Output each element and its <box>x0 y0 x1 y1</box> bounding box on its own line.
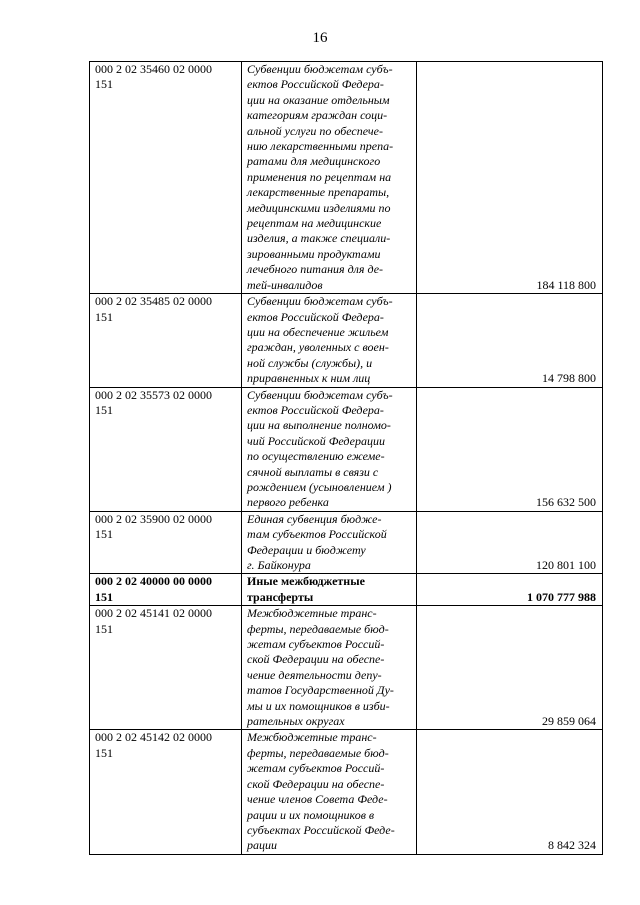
budget-code-line: 000 2 02 35900 02 0000 <box>95 511 212 526</box>
item-name-line: рации и их помощников в <box>247 807 375 822</box>
page-number: 16 <box>312 30 328 46</box>
budget-code-line: 000 2 02 35485 02 0000 <box>95 294 212 309</box>
item-name-line: ции на оказание отдельным <box>247 92 390 107</box>
budget-code-line: 151 <box>95 621 113 636</box>
amount-cell: 156 632 500 <box>417 387 603 511</box>
item-name-line: Федерации и бюджету <box>247 542 366 557</box>
item-name-line: татов Государственной Ду- <box>247 683 394 698</box>
budget-code-cell <box>90 387 242 511</box>
item-name-line: Субвенции бюджетам субъ- <box>247 62 393 76</box>
item-name-line: применения по рецептам на <box>247 169 392 184</box>
budget-code-line: 000 2 02 40000 00 0000 <box>95 574 212 589</box>
table-row <box>90 511 603 574</box>
item-name-line: категориям граждан соци- <box>247 108 388 123</box>
item-name-line: ферты, передаваемые бюд- <box>247 745 389 760</box>
item-name-line: ной службы (службы), и <box>247 355 373 370</box>
budget-code-line: 000 2 02 45142 02 0000 <box>95 730 212 745</box>
item-name-line: мы и их помощников в изби- <box>247 698 390 713</box>
item-name-line: чение деятельности депу- <box>247 667 382 682</box>
item-name-line: рецептам на медицинские <box>247 216 382 231</box>
item-name-line: ции на выполнение полномо- <box>247 418 391 433</box>
budget-code-line: 151 <box>95 77 113 92</box>
item-name-line: изделия, а также специали- <box>247 231 391 246</box>
item-name-line: Субвенции бюджетам субъ- <box>247 294 393 309</box>
item-name-cell <box>242 387 417 511</box>
budget-code-line: 000 2 02 35460 02 0000 <box>95 62 212 76</box>
item-name-line: сячной выплаты в связи с <box>247 464 379 479</box>
item-name-line: ферты, передаваемые бюд- <box>247 621 389 636</box>
amount-cell: 14 798 800 <box>417 294 603 387</box>
item-name-cell <box>242 511 417 574</box>
item-name-line: зированными продуктами <box>247 246 381 261</box>
item-name-line: ектов Российской Федера- <box>247 309 384 324</box>
budget-code-cell <box>90 574 242 606</box>
table-row <box>90 730 603 854</box>
item-name-line: по осуществлению ежеме- <box>247 449 385 464</box>
amount-cell: 120 801 100 <box>417 511 603 574</box>
item-name-line: Межбюджетные транс- <box>247 730 377 745</box>
item-name-line: лечебного питания для де- <box>247 262 384 277</box>
budget-code-line: 151 <box>95 745 113 760</box>
item-name-cell <box>242 574 417 606</box>
item-name-line: трансферты <box>247 589 314 604</box>
amount-cell: 29 859 064 <box>417 606 603 730</box>
item-name-line: альной услуги по обеспече- <box>247 123 383 138</box>
item-name-line: ратами для медицинского <box>247 154 381 169</box>
item-name-line: тей-инвалидов <box>247 277 323 292</box>
amount-cell: 184 118 800 <box>417 62 603 294</box>
item-name-line: граждан, уволенных с воен- <box>247 340 389 355</box>
amount-cell: 8 842 324 <box>417 730 603 854</box>
item-name-line: ектов Российской Федера- <box>247 77 384 92</box>
item-name-line: лекарственные препараты, <box>247 185 390 200</box>
item-name-line: первого ребенка <box>247 495 329 510</box>
item-name-line: Иные межбюджетные <box>247 574 365 589</box>
budget-code-line: 000 2 02 35573 02 0000 <box>95 387 212 402</box>
item-name-line: чий Российской Федерации <box>247 433 385 448</box>
budget-code-cell <box>90 62 242 294</box>
item-name-cell <box>242 62 417 294</box>
budget-code-line: 151 <box>95 589 113 604</box>
item-name-line: чение членов Совета Феде- <box>247 792 388 807</box>
item-name-line: там субъектов Российской <box>247 527 387 542</box>
table-row <box>90 606 603 730</box>
table-row <box>90 574 603 606</box>
budget-code-cell <box>90 730 242 854</box>
item-name-line: ции на обеспечение жильем <box>247 324 389 339</box>
budget-code-line: 151 <box>95 309 113 324</box>
table-row <box>90 387 603 511</box>
budget-code-cell <box>90 511 242 574</box>
item-name-line: рательных округах <box>247 714 345 729</box>
budget-code-line: 151 <box>95 402 113 417</box>
item-name-cell <box>242 730 417 854</box>
item-name-line: Межбюджетные транс- <box>247 606 377 621</box>
item-name-line: рождением (усыновлением ) <box>247 479 392 494</box>
item-name-cell <box>242 294 417 387</box>
budget-table <box>89 61 603 855</box>
amount-cell: 1 070 777 988 <box>417 574 603 606</box>
table-body <box>90 62 603 855</box>
budget-code-cell <box>90 294 242 387</box>
table-row <box>90 62 603 294</box>
item-name-line: г. Байконура <box>247 558 311 572</box>
item-name-line: Единая субвенция бюдже- <box>247 511 382 526</box>
item-name-line: приравненных к ним лиц <box>247 371 371 386</box>
item-name-line: ектов Российской Федера- <box>247 402 384 417</box>
item-name-cell <box>242 606 417 730</box>
item-name-line: Субвенции бюджетам субъ- <box>247 387 393 402</box>
item-name-line: жетам субъектов Россий- <box>247 637 385 652</box>
item-name-line: медицинскими изделиями по <box>247 200 391 215</box>
budget-code-line: 000 2 02 45141 02 0000 <box>95 606 212 621</box>
item-name-line: ской Федерации на обеспе- <box>247 776 385 791</box>
item-name-line: нию лекарственными препа- <box>247 139 394 154</box>
item-name-line: жетам субъектов Россий- <box>247 761 385 776</box>
table-row <box>90 294 603 387</box>
item-name-line: рации <box>247 838 277 853</box>
budget-code-cell <box>90 606 242 730</box>
budget-code-line: 151 <box>95 527 113 542</box>
item-name-line: субъектах Российской Феде- <box>247 822 395 837</box>
item-name-line: ской Федерации на обеспе- <box>247 652 385 667</box>
